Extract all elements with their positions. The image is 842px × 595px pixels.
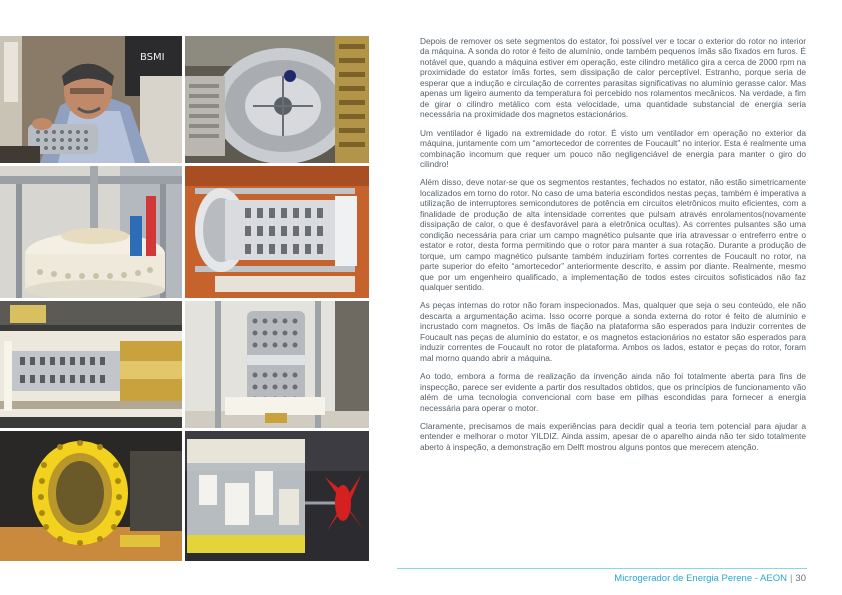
photo-rotor-test-rig (0, 166, 182, 298)
footer-title: Microgerador de Energia Perene - AEON (614, 573, 787, 584)
photo-inventor-inspecting-rotor (0, 36, 182, 163)
article-body (420, 36, 806, 460)
photo-rotor-with-copper-coils (0, 301, 182, 428)
svg-text:BSMI: BSMI (140, 52, 165, 63)
paragraph: Um ventilador é ligado na extremidade do rotor. É visto um ventilador em operação no exterior da máquina, juntamente com um “amortecedor de correntes de Foucault” no interior. Esta é realmente uma combinação incomum que requer um pouco não negligenciável de energia para manter o giro do cilindro! (420, 127, 806, 169)
photo-perforated-rotor-cylinder (185, 301, 369, 428)
photo-disassembled-rotor-rods (185, 166, 369, 298)
paragraph: Claramente, precisamos de mais experiências para decidir qual a teoria tem potencial para ajudar a entender e melhorar o motor YILDIZ. Ainda assim, apesar de o aparelho ainda não ter sido totalmente aberto à inspeção, a demonstração em Delft mostrou alguns pontos que merecem atenção. (420, 420, 806, 452)
page-number: 30 (795, 573, 806, 584)
paragraph: Ao todo, embora a forma de realização da invenção ainda não foi totalmente aberta para fins de inspecção, parece ser evidente a partir dos resultados obtidos, que os princípios de funcionamento vão além de uma tecnologia convencional com base em pilhas escondidas para fornecer a energia necessária para operar o motor. (420, 371, 806, 413)
photo-yellow-perforated-rotor (0, 431, 182, 561)
photo-grid (0, 36, 369, 561)
photo-motor-housing-exterior (185, 36, 369, 163)
paragraph: Além disso, deve notar-se que os segmentos restantes, fechados no estator, não estão simetricamente localizados em torno do rotor. No caso de uma bateria escondidos nestas peças, também é imperativa a utilização de interruptores semicondutores de potência em circuitos eletrônicos muito eficientes, com a finalidade de produção de alta intensidade correntes que pulsam através enrolamentos(novamente dissipação de calor, o que é desfavorável para a eletrônica ocultas). As correntes pulsantes são uma condição necessária para criar um campo magnético pulsante que iria atravessar o entreferro entre o estator e rotor, desta forma permitindo que o rotor para manter a sua rotação. Durante a produção de torque, um campo magnético pulsante também induziriam fortes correntes de Foucault no rotor, na parte superior do efeito “amortecedor” anteriormente descrito, e assim por diante. Realmente, mesmo que por um engenheiro qualificado, a implementação de todos estes circuitos sofisticados não faz qualquer sentido. (420, 177, 806, 292)
page-footer (614, 573, 806, 584)
photo-clear-box-with-red-fan (185, 431, 369, 561)
paragraph: Depois de remover os sete segmentos do estator, foi possível ver e tocar o exterior do rotor no interior da máquina. A sonda do rotor é feito de alumínio, onde também pequenos ímãs são fixados em furos. É notável que, quando a máquina estiver em operação, este cilindro metálico gira a cerca de 2000 rpm na proximidade do estator ímãs fortes, sem dissipação de calor perceptível. Estranho, porque seria de esperar que a indução e circulação de correntes parasitas significativas no alumínio gerasse calor. Mas apenas um ligeiro aumento da temperatura foi percebido nos rolamentos mecânicos. Na verdade, a fim de girar o cilindro metálico com esta velocidade, uma quantidade substancial de energia seria necessária na proximidade dos magnetos estacionários. (420, 36, 806, 120)
footer-divider (397, 568, 807, 569)
footer-separator: | (789, 573, 793, 584)
paragraph: As peças internas do rotor não foram inspecionados. Mas, qualquer que seja o seu conteúdo, ele não descarta a argumentação acima. Isso ocorre porque a sonda externa do rotor é feito de alumínio e incrustado com magnetos. Os ímãs de fiação na plataforma são esperados para induzir correntes de Foucault nas peças de alumínio do estator, e os magnetos estacionários no estator são esperados para induzir correntes de Foucault no rotor de plataforma. Ambos os lados, estator e peças do rotor, foram mal morno quando abrir a máquina. (420, 300, 806, 363)
